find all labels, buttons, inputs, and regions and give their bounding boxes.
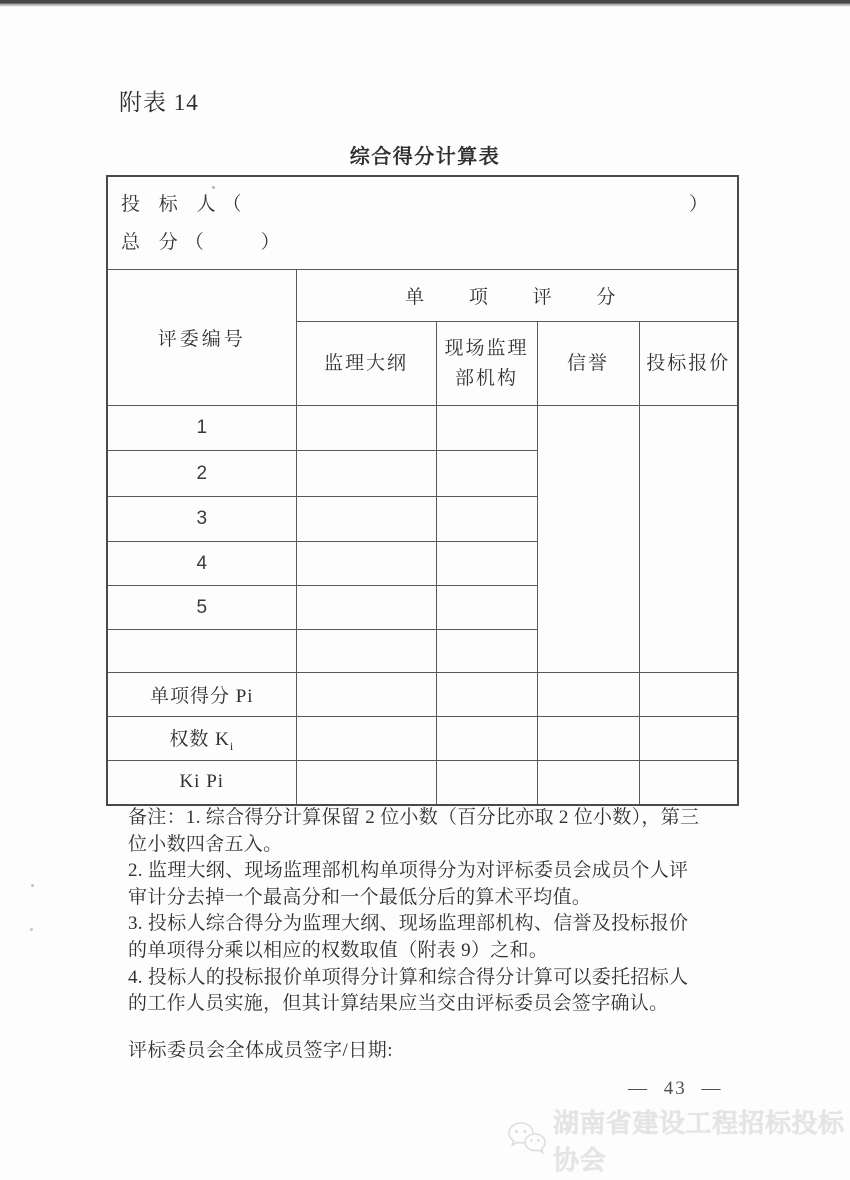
summary-row-pi [107,673,738,717]
note-line: 备注：1. 综合得分计算保留 2 位小数（百分比亦取 2 位小数），第三 [128,807,700,828]
weight-ki-label: 权数 $K_i$ [107,717,296,761]
score-cell-empty [639,717,738,761]
score-cell-empty [436,630,537,673]
scan-speck [30,928,33,931]
reputation-merged-cell-empty [537,406,639,673]
total-close-paren: ） [260,232,287,253]
bidder-line [108,177,737,223]
score-cell-empty [436,673,537,717]
judge-number-cell: 4 [107,542,296,586]
judge-number-cell: 1 [107,406,296,451]
note-line: 2. 监理大纲、现场监理部机构单项得分为对评标委员会成员个人评 [128,860,689,882]
score-cell-empty [436,542,537,586]
site-org-line2: 部机构 [454,367,518,389]
col-header-bid-price: 投标报价 [639,322,738,406]
table-row [107,406,738,451]
score-cell-empty [537,673,639,717]
note-line: 的单项得分乘以相应的权数取值（附表 9）之和。 [128,939,549,961]
score-cell-empty [296,451,436,497]
score-cell-empty [537,717,639,761]
notes-block [128,805,740,1018]
scan-edge-artifact [0,0,850,7]
total-score-line [108,223,737,269]
score-cell-empty [436,497,537,542]
score-cell-empty [436,761,537,805]
note-line: 的工作人员实施，但其计算结果应当交由评标委员会签字确认。 [128,993,669,1015]
score-cell-empty [436,451,537,497]
scan-speck [212,186,215,189]
score-cell-empty [296,586,436,630]
score-cell-empty [639,761,738,805]
col-group-header-item-scores: 单 项 评 分 [296,270,738,322]
score-cell-empty [537,761,639,805]
association-watermark [506,1108,850,1175]
summary-row-kipi [107,761,738,805]
score-cell-empty [296,497,436,542]
summary-row-ki [107,717,738,761]
association-name: 湖南省建设工程招标投标协会 [553,1108,845,1175]
col-header-reputation: 信誉 [537,322,639,406]
score-cell-empty [639,673,738,717]
col-header-supervision-outline: 监理大纲 [296,322,436,406]
note-line: 3. 投标人综合得分为监理大纲、现场监理部机构、信誉及投标报价 [128,913,689,935]
score-cell-empty [296,761,436,805]
scan-speck [31,884,34,887]
bidder-close-paren: ） [689,194,716,215]
site-org-line1: 现场监理 [444,337,529,359]
col-header-judge-number: 评委编号 [107,270,296,406]
kipi-label: Ki Pi [107,761,296,805]
judge-number-cell [107,630,296,673]
wechat-bubbles-icon [506,1120,546,1161]
score-cell-empty [436,586,537,630]
page-number: — 43 — [628,1078,723,1099]
appendix-label: 附表 14 [119,90,199,115]
score-cell-empty [296,717,436,761]
bid-price-merged-cell-empty [639,406,738,673]
score-cell-empty [436,406,537,451]
score-cell-empty [296,630,436,673]
signature-line-label: 评标委员会全体成员签字/日期: [128,1040,394,1061]
score-cell-empty [436,717,537,761]
note-line: 位小数四舍五入。 [128,833,283,855]
judge-number-cell: 3 [107,497,296,542]
bidder-label: 投 标 人（ [121,194,249,215]
item-score-pi-label: 单项得分 Pi [107,673,296,717]
judge-number-cell: 5 [107,586,296,630]
score-cell-empty [296,406,436,451]
note-line: 审计分去掉一个最高分和一个最低分后的算术平均值。 [128,886,592,908]
judge-number-cell: 2 [107,451,296,497]
note-line: 4. 投标人的投标报价单项得分计算和综合得分计算可以委托招标人 [128,966,689,988]
bidder-total-header-cell [107,176,738,270]
page-title: 综合得分计算表 [349,146,501,168]
score-cell-empty [296,542,436,586]
score-cell-empty [296,673,436,717]
col-header-site-organization [436,322,537,406]
total-label: 总 分（ [121,232,211,253]
score-calculation-table [106,175,739,806]
